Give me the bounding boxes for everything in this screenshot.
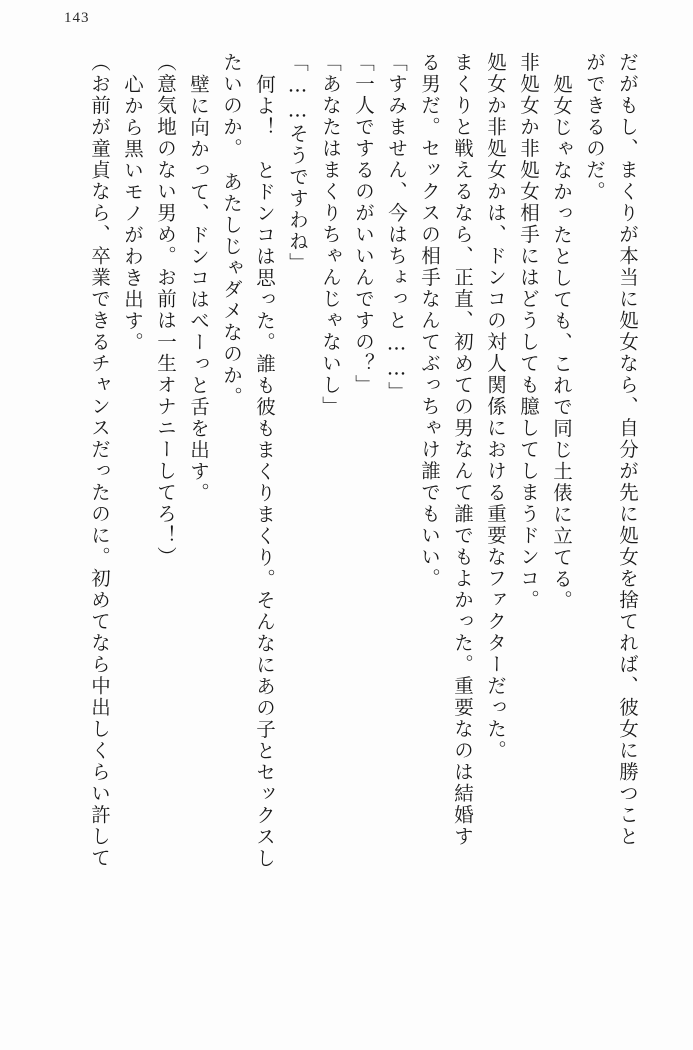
text-line: る男だ。セックスの相手なんてぶっちゃけ誰でもいい。 xyxy=(418,52,441,590)
text-line: 「一人でするのがいいんですの？」 xyxy=(352,52,375,396)
text-line: 「……そうですわね」 xyxy=(286,52,309,274)
text-line: 心から黒いモノがわき出す。 xyxy=(121,74,144,354)
text-line: ができるのだ。 xyxy=(583,52,606,203)
text-line: まくりと戦えるなら、正直、初めての男なんて誰でもよかった。重要なのは結婚す xyxy=(451,52,474,848)
text-line: 非処女か非処女相手にはどうしても臆してしまうドンコ。 xyxy=(517,52,540,611)
vertical-text-body xyxy=(36,52,637,1020)
text-line: 処女じゃなかったとしても、これで同じ土俵に立てる。 xyxy=(550,74,573,612)
text-line: 何よ！ とドンコは思った。誰も彼もまくりまくり。そんなにあの子とセックスし xyxy=(253,74,276,870)
text-line: （意気地のない男め。お前は一生オナニーしてろ！） xyxy=(154,52,177,568)
text-line: たいのか。 あたしじゃダメなのか。 xyxy=(220,52,243,408)
text-line: 「すみません、今はちょっと……」 xyxy=(385,52,408,403)
page-number: 143 xyxy=(64,10,90,26)
text-line: だがもし、まくりが本当に処女なら、自分が先に処女を捨てれば、彼女に勝つこと xyxy=(616,52,639,848)
text-line: 処女か非処女かは、ドンコの対人関係における重要なファクターだった。 xyxy=(484,52,507,762)
text-line: （お前が童貞なら、卒業できるチャンスだったのに。初めてなら中出しくらい許して xyxy=(88,52,111,869)
text-line: 「あなたはまくりちゃんじゃないし」 xyxy=(319,52,342,418)
text-line: 壁に向かって、ドンコはべーっと舌を出す。 xyxy=(187,74,210,504)
